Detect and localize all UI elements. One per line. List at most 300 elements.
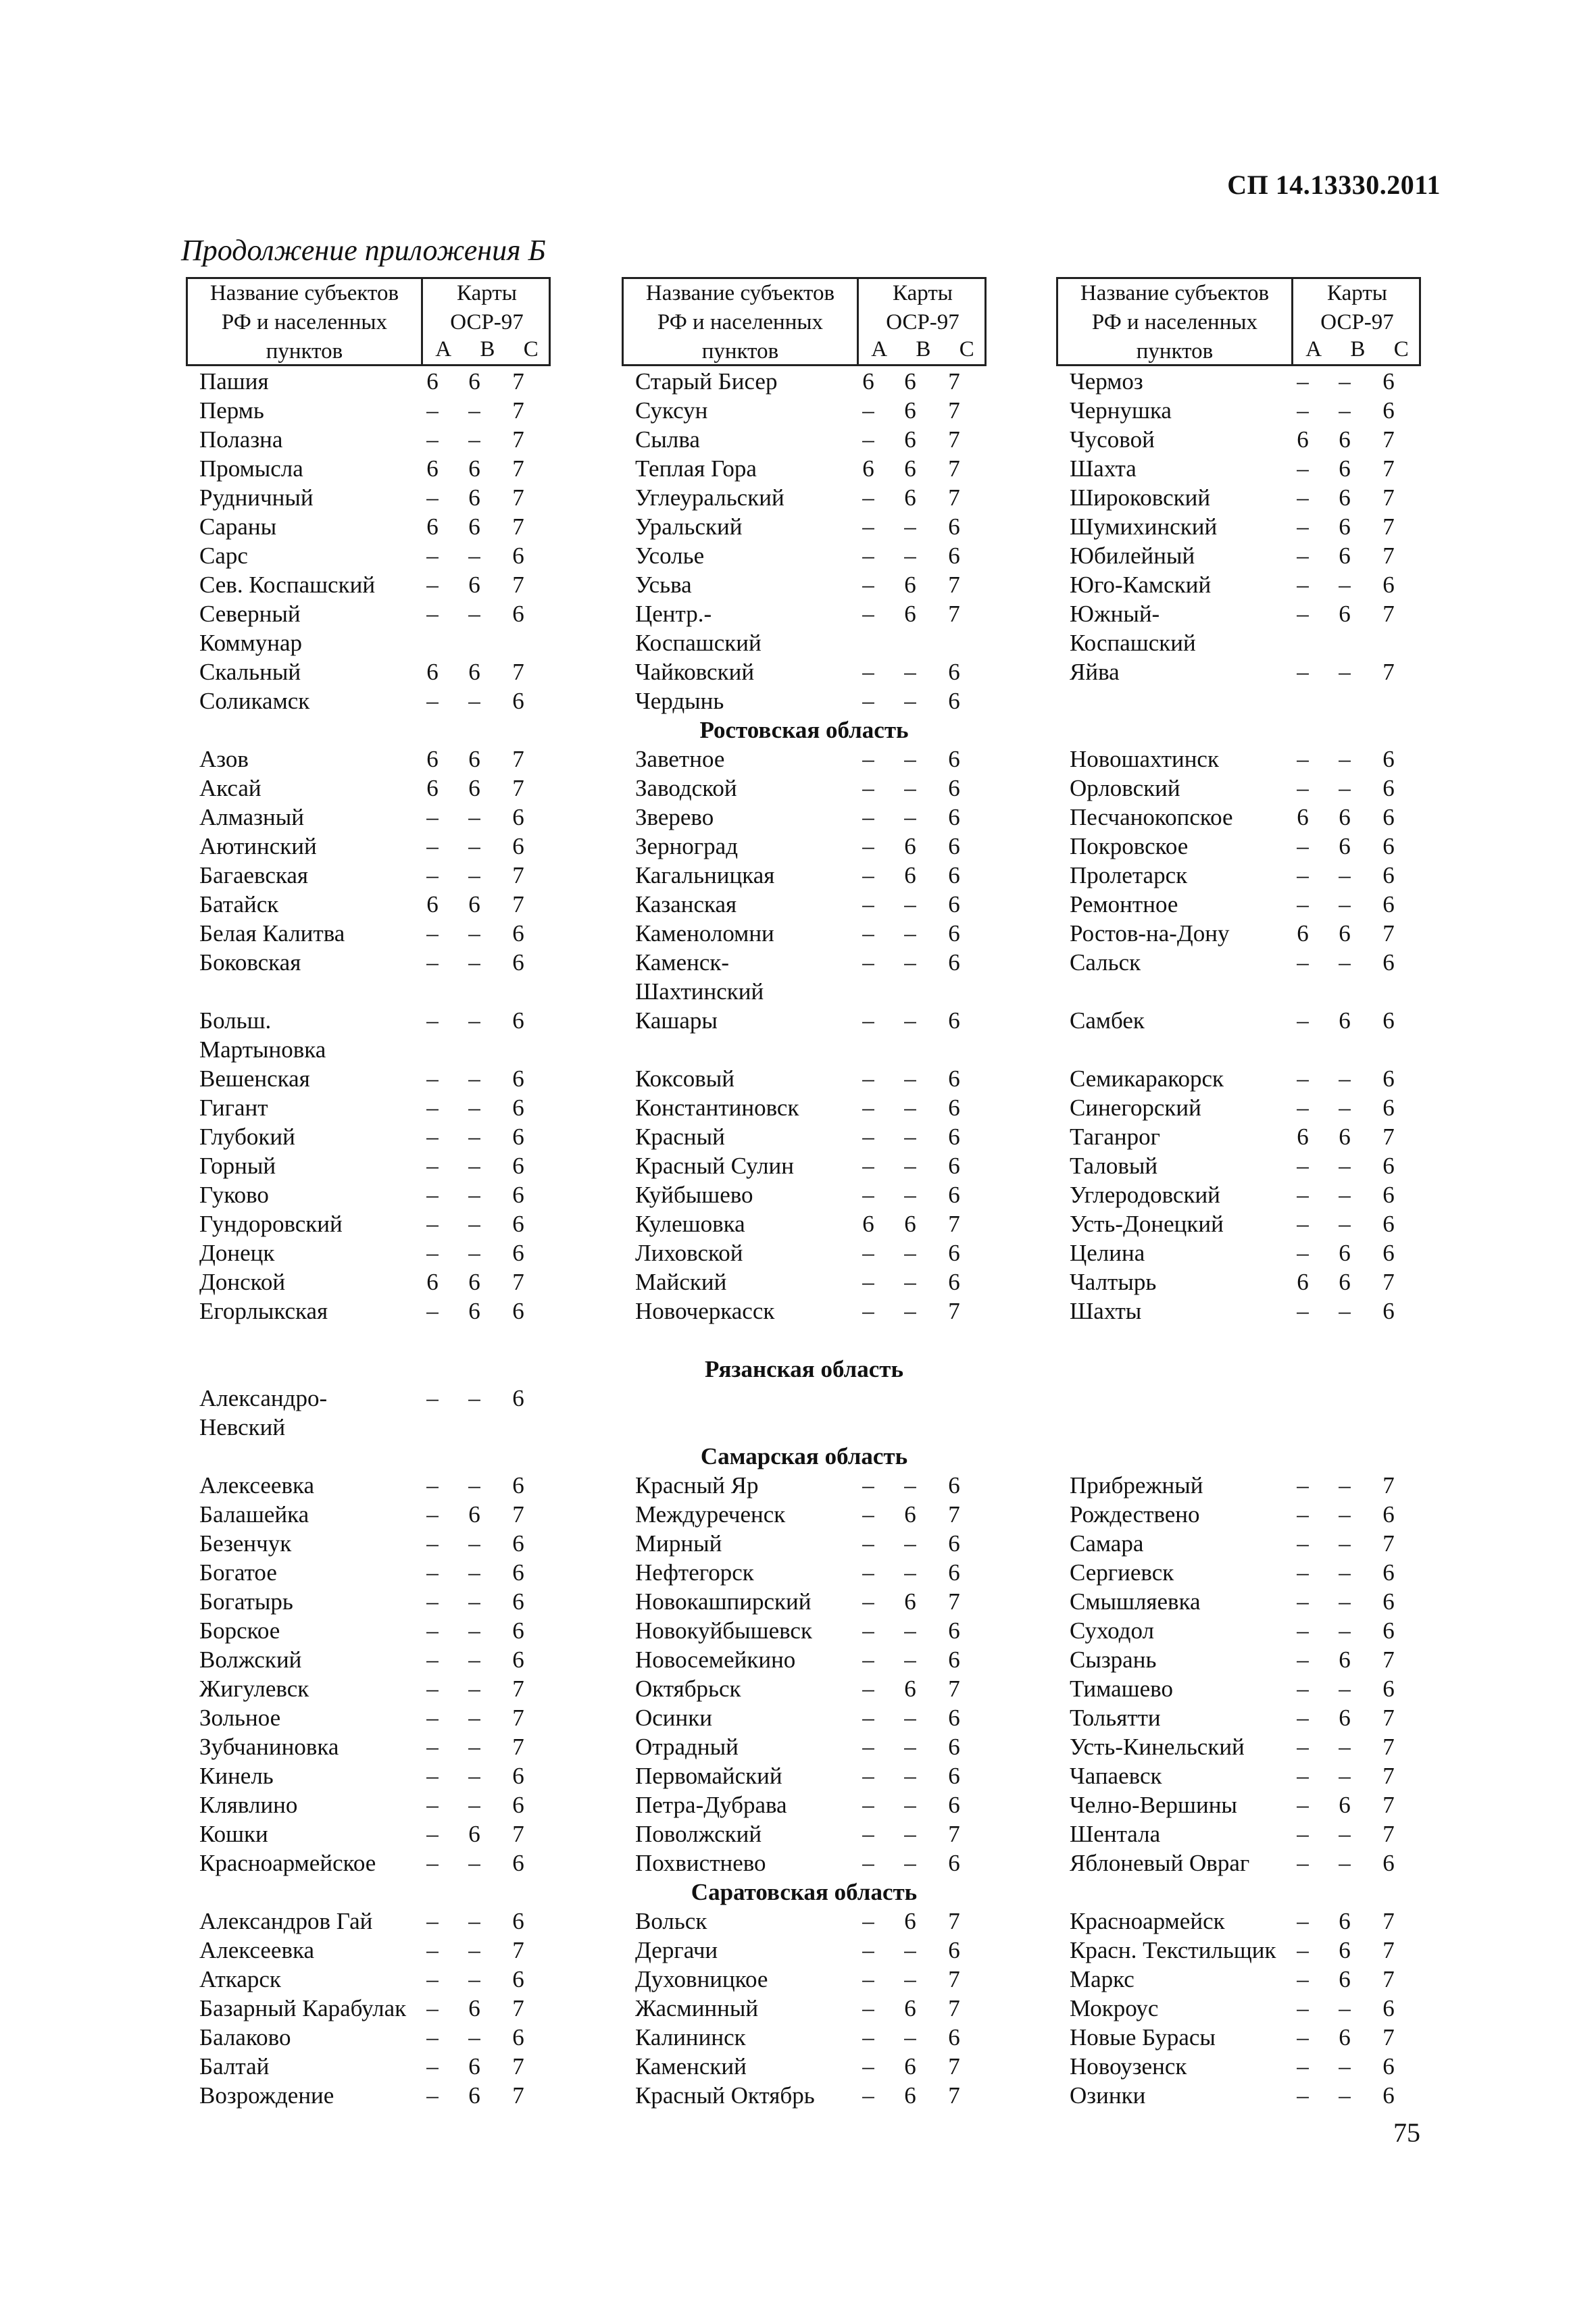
- map-a-value: –: [1297, 2024, 1309, 2051]
- table-row: [622, 397, 987, 426]
- map-c-value: 7: [512, 1676, 524, 1702]
- document-code: СП 14.13330.2011: [1227, 170, 1441, 200]
- map-a-value: –: [1297, 1908, 1309, 1934]
- map-c-value: 7: [1382, 1966, 1395, 1992]
- map-c-value: 7: [512, 1995, 524, 2021]
- map-b-value: 6: [1339, 1966, 1351, 1992]
- settlement-name: Сарс: [199, 543, 248, 569]
- map-c-value: 6: [512, 543, 524, 569]
- map-c-value: 6: [1382, 1240, 1395, 1266]
- table-row: [622, 1124, 987, 1153]
- settlement-name: Юбилейный: [1070, 543, 1195, 569]
- map-c-value: 7: [1382, 1763, 1395, 1789]
- map-a-value: –: [1297, 455, 1309, 482]
- table-row: [622, 1734, 987, 1763]
- map-b-value: –: [1339, 1676, 1351, 1702]
- map-c-value: 6: [948, 862, 960, 888]
- map-b-value: 6: [1339, 455, 1351, 482]
- table-row: [1056, 513, 1421, 543]
- map-a-value: –: [426, 1850, 439, 1876]
- map-b-value: –: [468, 1007, 480, 1034]
- map-a-value: –: [426, 1763, 439, 1789]
- settlement-name: Старый Бисер: [635, 368, 778, 395]
- table-row: [622, 1995, 987, 2024]
- table-row: [622, 1065, 987, 1095]
- table-row: [622, 630, 987, 659]
- map-a-value: –: [1297, 2082, 1309, 2109]
- settlement-name: Кулешовка: [635, 1211, 745, 1237]
- map-b-value: –: [1339, 862, 1351, 888]
- map-b-value: –: [468, 1850, 480, 1876]
- table-row: [186, 1937, 551, 1966]
- map-c-value: 7: [1382, 484, 1395, 511]
- map-c-value: 6: [512, 1298, 524, 1324]
- map-a-value: 6: [1297, 1269, 1309, 1295]
- map-c-value: 6: [948, 1240, 960, 1266]
- map-c-value: 7: [512, 1734, 524, 1760]
- map-a-value: 6: [426, 513, 439, 540]
- table-row: [1056, 484, 1421, 513]
- table-row: [622, 1850, 987, 1879]
- table-row: [186, 543, 551, 572]
- header-map-letter: C: [959, 337, 974, 361]
- map-c-value: 7: [948, 397, 960, 424]
- map-c-value: 7: [948, 426, 960, 453]
- settlement-name: Маркс: [1070, 1966, 1134, 1992]
- map-b-value: –: [468, 949, 480, 976]
- map-a-value: –: [426, 1559, 439, 1586]
- map-a-value: –: [862, 833, 874, 859]
- table-row: [186, 1095, 551, 1124]
- table-row: [186, 1182, 551, 1211]
- map-a-value: –: [426, 1617, 439, 1644]
- map-b-value: –: [904, 920, 916, 947]
- map-a-value: –: [1297, 1705, 1309, 1731]
- map-a-value: –: [1297, 1501, 1309, 1528]
- map-b-value: –: [1339, 1153, 1351, 1179]
- map-a-value: –: [1297, 1007, 1309, 1034]
- map-b-value: –: [468, 1065, 480, 1092]
- table-row: [1056, 1850, 1421, 1879]
- settlement-name: Калининск: [635, 2024, 746, 2051]
- map-b-value: –: [468, 1124, 480, 1150]
- settlement-name: Южный-: [1070, 601, 1160, 627]
- settlement-name: Донской: [199, 1269, 286, 1295]
- map-c-value: 6: [512, 1588, 524, 1615]
- map-b-value: 6: [1339, 2024, 1351, 2051]
- map-a-value: –: [426, 2053, 439, 2080]
- map-b-value: –: [904, 2024, 916, 2051]
- settlement-name: Кашары: [635, 1007, 718, 1034]
- map-a-value: –: [862, 426, 874, 453]
- table-row: [186, 1763, 551, 1792]
- map-a-value: –: [426, 1937, 439, 1963]
- settlement-name: Сылва: [635, 426, 700, 453]
- region-heading: Ростовская область: [699, 717, 909, 743]
- map-b-value: –: [904, 1937, 916, 1963]
- map-c-value: 7: [512, 775, 524, 801]
- map-c-value: 6: [512, 949, 524, 976]
- table-row: [186, 1792, 551, 1821]
- table-row: [622, 1501, 987, 1530]
- settlement-name: Семикаракорск: [1070, 1065, 1224, 1092]
- map-c-value: 6: [512, 1095, 524, 1121]
- header-map-letter: A: [871, 337, 888, 361]
- map-c-value: 6: [512, 833, 524, 859]
- settlement-name: Заводской: [635, 775, 737, 801]
- map-c-value: 6: [512, 1646, 524, 1673]
- settlement-name: Зверево: [635, 804, 714, 830]
- table-row: [1056, 1501, 1421, 1530]
- table-row: [1056, 775, 1421, 804]
- settlement-name: Челно-Вершины: [1070, 1792, 1237, 1818]
- map-b-value: 6: [904, 455, 916, 482]
- settlement-name: Красный Октябрь: [635, 2082, 815, 2109]
- table-row: [622, 1966, 987, 1995]
- settlement-name: Алексеевка: [199, 1937, 314, 1963]
- map-a-value: –: [1297, 2053, 1309, 2080]
- map-b-value: 6: [1339, 1937, 1351, 1963]
- table-row: [186, 688, 551, 717]
- column-header: [1056, 277, 1421, 366]
- map-c-value: 7: [512, 659, 524, 685]
- map-b-value: –: [468, 1617, 480, 1644]
- settlement-name: Орловский: [1070, 775, 1180, 801]
- table-row: [186, 513, 551, 543]
- map-a-value: –: [1297, 1472, 1309, 1499]
- map-c-value: 7: [1382, 1472, 1395, 1499]
- table-row: [186, 1124, 551, 1153]
- map-a-value: –: [426, 862, 439, 888]
- settlement-name: Коспашский: [1070, 630, 1196, 656]
- table-row: [622, 1095, 987, 1124]
- table-row: [622, 1153, 987, 1182]
- map-b-value: –: [468, 1646, 480, 1673]
- table-row: [186, 1414, 551, 1443]
- header-maps-line: ОСР-97: [450, 310, 524, 334]
- map-a-value: –: [426, 1472, 439, 1499]
- table-row: [622, 1792, 987, 1821]
- map-c-value: 6: [512, 1792, 524, 1818]
- map-a-value: –: [862, 572, 874, 598]
- header-maps-line: ОСР-97: [886, 310, 959, 334]
- map-a-value: –: [426, 949, 439, 976]
- map-b-value: –: [904, 1617, 916, 1644]
- map-b-value: –: [1339, 1501, 1351, 1528]
- map-b-value: –: [904, 891, 916, 917]
- map-a-value: 6: [862, 455, 874, 482]
- map-a-value: –: [1297, 1211, 1309, 1237]
- map-c-value: 6: [948, 1530, 960, 1557]
- map-b-value: –: [1339, 2053, 1351, 2080]
- header-name-line: Название субъектов: [1080, 281, 1270, 305]
- map-a-value: –: [1297, 1182, 1309, 1208]
- map-c-value: 7: [1382, 1792, 1395, 1818]
- map-c-value: 7: [512, 1937, 524, 1963]
- map-a-value: 6: [426, 1269, 439, 1295]
- settlement-name: Ростов-на-Дону: [1070, 920, 1230, 947]
- map-a-value: –: [426, 1995, 439, 2021]
- map-a-value: –: [426, 2024, 439, 2051]
- map-a-value: –: [426, 833, 439, 859]
- settlement-name: Кагальницкая: [635, 862, 775, 888]
- map-a-value: –: [862, 1065, 874, 1092]
- map-c-value: 6: [1382, 862, 1395, 888]
- table-row: [186, 2082, 551, 2111]
- table-row: [1056, 891, 1421, 920]
- map-c-value: 7: [512, 1269, 524, 1295]
- table-row: [622, 1269, 987, 1298]
- map-b-value: –: [468, 688, 480, 714]
- settlement-name: Нефтегорск: [635, 1559, 754, 1586]
- map-b-value: 6: [904, 1211, 916, 1237]
- map-c-value: 7: [1382, 426, 1395, 453]
- settlement-name: Зубчаниновка: [199, 1734, 339, 1760]
- map-b-value: 6: [904, 601, 916, 627]
- settlement-name: Чалтырь: [1070, 1269, 1157, 1295]
- map-a-value: –: [1297, 543, 1309, 569]
- map-c-value: 6: [512, 688, 524, 714]
- settlement-name: Тимашево: [1070, 1676, 1173, 1702]
- table-row: [1056, 572, 1421, 601]
- map-c-value: 6: [1382, 1588, 1395, 1615]
- map-b-value: –: [1339, 1065, 1351, 1092]
- header-map-letter: B: [916, 337, 931, 361]
- settlement-name: Мирный: [635, 1530, 722, 1557]
- map-b-value: –: [904, 1007, 916, 1034]
- map-a-value: –: [862, 2024, 874, 2051]
- map-a-value: –: [1297, 484, 1309, 511]
- map-a-value: –: [862, 1559, 874, 1586]
- map-c-value: 7: [948, 572, 960, 598]
- map-c-value: 6: [1382, 1065, 1395, 1092]
- map-b-value: –: [1339, 1763, 1351, 1789]
- map-b-value: –: [468, 1588, 480, 1615]
- table-row: [1056, 1472, 1421, 1501]
- table-row: [186, 1676, 551, 1705]
- table-row: [1056, 2024, 1421, 2053]
- map-b-value: 6: [904, 2053, 916, 2080]
- map-a-value: –: [1297, 1095, 1309, 1121]
- settlement-name: Белая Калитва: [199, 920, 345, 947]
- table-row: [186, 1734, 551, 1763]
- settlement-name: Центр.-: [635, 601, 712, 627]
- settlement-name: Богатое: [199, 1559, 277, 1586]
- table-row: [622, 426, 987, 455]
- map-c-value: 7: [512, 2082, 524, 2109]
- settlement-name: Казанская: [635, 891, 737, 917]
- map-c-value: 7: [512, 513, 524, 540]
- map-a-value: –: [862, 1269, 874, 1295]
- map-c-value: 7: [512, 891, 524, 917]
- map-a-value: –: [1297, 1763, 1309, 1789]
- map-b-value: 6: [1339, 513, 1351, 540]
- map-a-value: –: [1297, 1588, 1309, 1615]
- settlement-name: Северный: [199, 601, 301, 627]
- settlement-name: Новосемейкино: [635, 1646, 796, 1673]
- map-b-value: 6: [1339, 920, 1351, 947]
- map-c-value: 6: [948, 543, 960, 569]
- map-a-value: –: [426, 1065, 439, 1092]
- settlement-name: Скальный: [199, 659, 301, 685]
- map-c-value: 7: [1382, 601, 1395, 627]
- map-c-value: 6: [512, 1908, 524, 1934]
- map-b-value: 6: [1339, 484, 1351, 511]
- map-a-value: –: [1297, 601, 1309, 627]
- settlement-name: Уральский: [635, 513, 743, 540]
- table-row: [1056, 1095, 1421, 1124]
- table-row: [186, 368, 551, 397]
- map-b-value: 6: [1339, 1124, 1351, 1150]
- map-c-value: 6: [948, 1646, 960, 1673]
- map-a-value: –: [1297, 1734, 1309, 1760]
- map-b-value: 6: [904, 484, 916, 511]
- settlement-name: Клявлино: [199, 1792, 298, 1818]
- table-row: [622, 804, 987, 833]
- table-row: [1056, 949, 1421, 978]
- map-a-value: 6: [1297, 804, 1309, 830]
- map-c-value: 6: [948, 1763, 960, 1789]
- settlement-name: Балашейка: [199, 1501, 309, 1528]
- map-a-value: –: [426, 484, 439, 511]
- header-maps-label: [1291, 279, 1423, 337]
- table-row: [186, 426, 551, 455]
- map-a-value: –: [1297, 1530, 1309, 1557]
- table-row: [622, 1472, 987, 1501]
- map-b-value: 6: [1339, 1240, 1351, 1266]
- settlement-name: Похвистнево: [635, 1850, 766, 1876]
- map-c-value: 7: [512, 426, 524, 453]
- map-a-value: –: [862, 1734, 874, 1760]
- map-c-value: 6: [512, 1763, 524, 1789]
- map-a-value: –: [426, 2082, 439, 2109]
- header-maps-label: [857, 279, 989, 337]
- map-c-value: 6: [948, 659, 960, 685]
- settlement-name: Сергиевск: [1070, 1559, 1174, 1586]
- map-b-value: –: [904, 1065, 916, 1092]
- map-a-value: –: [426, 920, 439, 947]
- settlement-name: Яйва: [1070, 659, 1120, 685]
- map-c-value: 7: [948, 601, 960, 627]
- map-c-value: 7: [948, 1966, 960, 1992]
- table-row: [622, 1821, 987, 1850]
- map-a-value: –: [862, 1821, 874, 1847]
- map-c-value: 6: [948, 1850, 960, 1876]
- map-c-value: 7: [948, 1211, 960, 1237]
- table-row: [1056, 1240, 1421, 1269]
- settlement-name: Аткарск: [199, 1966, 281, 1992]
- map-a-value: –: [862, 1588, 874, 1615]
- table-row: [622, 1007, 987, 1036]
- table-row: [1056, 1705, 1421, 1734]
- map-b-value: –: [904, 746, 916, 772]
- settlement-name: Богатырь: [199, 1588, 293, 1615]
- table-row: [622, 891, 987, 920]
- settlement-name: Новокуйбышевск: [635, 1617, 812, 1644]
- settlement-name: Каменоломни: [635, 920, 774, 947]
- table-row: [186, 455, 551, 484]
- table-row: [1056, 1966, 1421, 1995]
- settlement-name: Аксай: [199, 775, 261, 801]
- settlement-name: Целина: [1070, 1240, 1145, 1266]
- map-a-value: –: [862, 1530, 874, 1557]
- map-c-value: 7: [948, 1298, 960, 1324]
- header-name-line: пунктов: [1136, 339, 1214, 363]
- map-b-value: –: [904, 1646, 916, 1673]
- column-header: [622, 277, 987, 366]
- map-b-value: –: [468, 1937, 480, 1963]
- map-a-value: –: [862, 1298, 874, 1324]
- map-c-value: 6: [1382, 891, 1395, 917]
- settlement-name: Синегорский: [1070, 1095, 1201, 1121]
- map-b-value: –: [1339, 1182, 1351, 1208]
- table-row: [1056, 2053, 1421, 2082]
- map-c-value: 6: [948, 1007, 960, 1034]
- map-a-value: 6: [1297, 426, 1309, 453]
- map-a-value: 6: [426, 368, 439, 395]
- settlement-name: Суходол: [1070, 1617, 1154, 1644]
- table-row: [622, 1937, 987, 1966]
- map-a-value: –: [862, 2082, 874, 2109]
- map-b-value: –: [1339, 1559, 1351, 1586]
- map-b-value: –: [468, 1763, 480, 1789]
- table-row: [186, 1995, 551, 2024]
- map-b-value: 6: [468, 659, 480, 685]
- map-c-value: 6: [1382, 368, 1395, 395]
- map-c-value: 6: [512, 1559, 524, 1586]
- table-row: [186, 1908, 551, 1937]
- map-c-value: 7: [512, 368, 524, 395]
- settlement-name: Константиновск: [635, 1095, 799, 1121]
- map-b-value: –: [468, 397, 480, 424]
- table-row: [622, 688, 987, 717]
- table-row: [186, 1821, 551, 1850]
- map-b-value: 6: [468, 484, 480, 511]
- table-row: [622, 455, 987, 484]
- table-row: [1056, 1588, 1421, 1617]
- map-b-value: 6: [468, 368, 480, 395]
- map-c-value: 6: [512, 1385, 524, 1411]
- header-name-line: РФ и населенных: [657, 310, 824, 334]
- settlement-name: Соликамск: [199, 688, 310, 714]
- map-c-value: 6: [948, 746, 960, 772]
- settlement-name: Кошки: [199, 1821, 268, 1847]
- map-a-value: –: [862, 1995, 874, 2021]
- table-row: [1056, 833, 1421, 862]
- map-c-value: 6: [512, 1182, 524, 1208]
- map-b-value: –: [468, 1182, 480, 1208]
- map-c-value: 7: [512, 2053, 524, 2080]
- map-c-value: 6: [512, 1966, 524, 1992]
- region-heading: Рязанская область: [705, 1356, 903, 1382]
- settlement-name: Чермоз: [1070, 368, 1143, 395]
- header-maps-line: Карты: [1327, 281, 1387, 305]
- map-a-value: –: [862, 1153, 874, 1179]
- map-a-value: 6: [862, 368, 874, 395]
- map-a-value: –: [862, 1095, 874, 1121]
- map-b-value: –: [904, 1792, 916, 1818]
- settlement-name: Суксун: [635, 397, 708, 424]
- table-row: [622, 1908, 987, 1937]
- table-row: [622, 920, 987, 949]
- map-c-value: 6: [948, 1269, 960, 1295]
- table-row: [622, 1559, 987, 1588]
- settlement-name: Яблоневый Овраг: [1070, 1850, 1250, 1876]
- map-c-value: 7: [948, 1501, 960, 1528]
- map-b-value: –: [1339, 1211, 1351, 1237]
- map-c-value: 7: [1382, 455, 1395, 482]
- settlement-name: Батайск: [199, 891, 279, 917]
